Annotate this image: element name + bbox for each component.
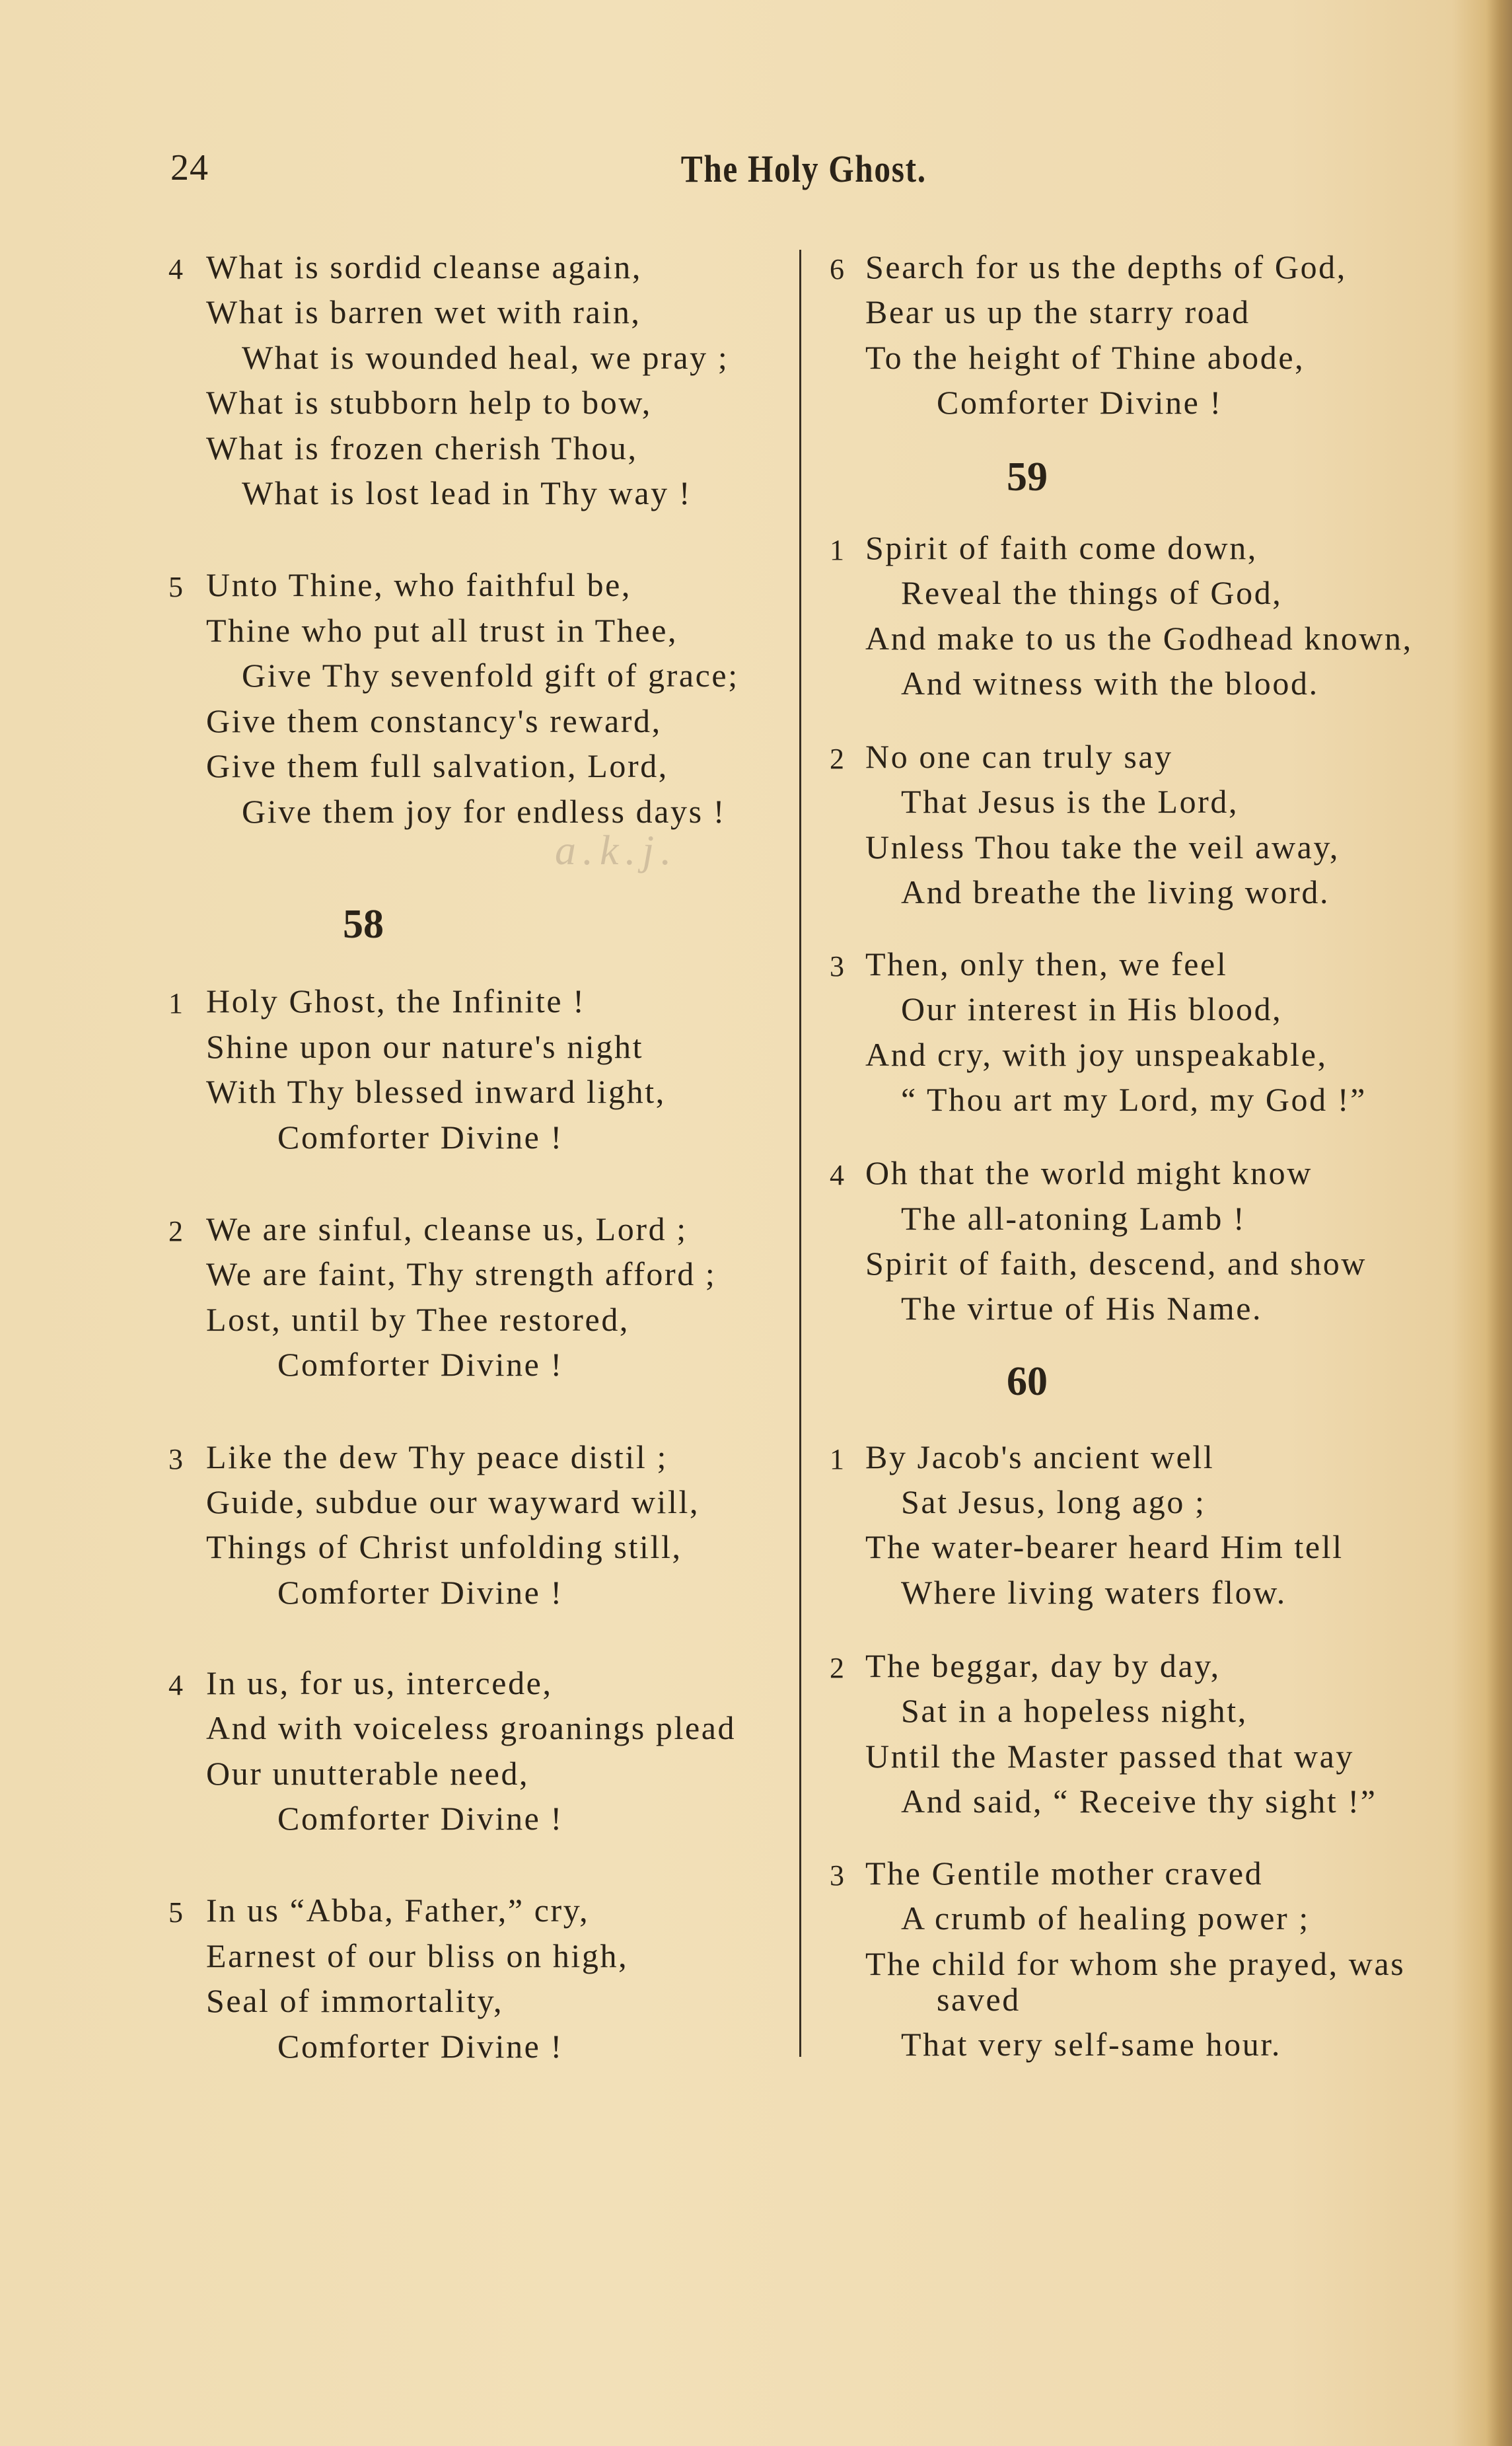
verse-line: Our unutterable need, [206, 1754, 530, 1792]
verse-line: Shine upon our nature's night [206, 1027, 644, 1065]
verse-line: And cry, with joy unspeakable, [865, 1035, 1328, 1073]
verse-line: Give them full salvation, Lord, [206, 747, 668, 785]
verse-line: Until the Master passed that way [865, 1737, 1354, 1775]
verse-line: The Gentile mother craved [865, 1854, 1264, 1892]
verse-line: With Thy blessed inward light, [206, 1073, 666, 1111]
verse-line: In us, for us, intercede, [206, 1664, 553, 1701]
verse-line: Spirit of faith, descend, and show [865, 1244, 1367, 1282]
verse-line: What is wounded heal, we pray ; [242, 338, 729, 376]
verse-line: Holy Ghost, the Infinite ! [206, 982, 586, 1020]
hymn-number: 60 [1007, 1358, 1048, 1404]
verse-line: We are sinful, cleanse us, Lord ; [206, 1210, 688, 1248]
verse-line: Lost, until by Thee restored, [206, 1300, 630, 1338]
verse-line: Guide, subdue our wayward will, [206, 1483, 700, 1521]
verse-number: 5 [168, 1896, 185, 1929]
verse-line: Comforter Divine ! [277, 1800, 563, 1837]
verse-line: What is stubborn help to bow, [206, 384, 652, 422]
page-number: 24 [170, 147, 209, 188]
verse-line: No one can truly say [865, 737, 1173, 775]
verse-line: Sat Jesus, long ago ; [901, 1483, 1206, 1521]
verse-line: We are faint, Thy strength afford ; [206, 1255, 717, 1293]
verse-line: To the height of Thine abode, [865, 338, 1305, 376]
verse-line: And witness with the blood. [901, 665, 1319, 702]
verse-line: Search for us the depths of God, [865, 248, 1347, 285]
verse-number: 1 [830, 533, 846, 566]
verse-line: And said, “ Receive thy sight !” [901, 1783, 1377, 1820]
verse-number: 6 [830, 252, 846, 285]
verse-line: What is frozen cherish Thou, [206, 429, 638, 466]
verse-line: Thine who put all trust in Thee, [206, 611, 678, 649]
verse-line: The beggar, day by day, [865, 1647, 1221, 1684]
verse-number: 2 [168, 1215, 185, 1248]
verse-line: Reveal the things of God, [901, 574, 1283, 612]
hymn-number: 58 [343, 902, 384, 947]
verse-number: 1 [830, 1442, 846, 1475]
hymn-number: 59 [1007, 455, 1048, 500]
verse-line: In us “Abba, Father,” cry, [206, 1892, 590, 1929]
verse-line: What is lost lead in Thy way ! [242, 474, 692, 512]
verse-line: Comforter Divine ! [937, 384, 1223, 422]
verse-number: 3 [830, 949, 846, 982]
running-title: The Holy Ghost. [680, 147, 927, 190]
verse-line: That very self-same hour. [901, 2026, 1281, 2063]
verse-number: 2 [830, 742, 846, 775]
verse-line: What is sordid cleanse again, [206, 248, 642, 285]
verse-line: Like the dew Thy peace distil ; [206, 1438, 668, 1475]
verse-line: The water-bearer heard Him tell [865, 1528, 1344, 1566]
verse-number: 3 [168, 1442, 185, 1475]
verse-line: Seal of immortality, [206, 1982, 504, 2020]
verse-number: 4 [168, 252, 185, 285]
verse-line: Give them joy for endless days ! [242, 792, 727, 830]
verse-line: The all-atoning Lamb ! [901, 1199, 1246, 1237]
verse-line: By Jacob's ancient well [865, 1438, 1215, 1475]
verse-number: 3 [830, 1859, 846, 1892]
verse-line: Spirit of faith come down, [865, 529, 1258, 566]
verse-line: Comforter Divine ! [277, 2027, 563, 2065]
verse-line: Comforter Divine ! [277, 1573, 563, 1611]
verse-line: And make to us the Godhead known, [865, 619, 1413, 657]
column-divider [799, 250, 801, 2057]
verse-line: “ Thou art my Lord, my God !” [901, 1081, 1367, 1119]
verse-line: Bear us up the starry road [865, 293, 1250, 331]
verse-line: Where living waters flow. [901, 1573, 1287, 1611]
verse-line: Things of Christ unfolding still, [206, 1528, 682, 1566]
verse-line: Then, only then, we feel [865, 945, 1228, 982]
verse-line: Sat in a hopeless night, [901, 1692, 1248, 1730]
verse-line: The child for whom she prayed, was [865, 1945, 1406, 1982]
verse-line: What is barren wet with rain, [206, 293, 641, 331]
verse-line: Unto Thine, who faithful be, [206, 566, 631, 604]
verse-number: 1 [168, 987, 185, 1020]
verse-line: Earnest of our bliss on high, [206, 1937, 629, 1974]
pencil-annotation: a.k.j. [555, 827, 678, 873]
verse-line: Give them constancy's reward, [206, 702, 662, 739]
verse-number: 4 [830, 1159, 846, 1192]
verse-line: Give Thy sevenfold gift of grace; [242, 657, 739, 694]
verse-line: Oh that the world might know [865, 1154, 1313, 1192]
verse-line: saved [937, 1980, 1021, 2018]
verse-line: Unless Thou take the veil away, [865, 828, 1340, 866]
verse-line: Our interest in His blood, [901, 990, 1283, 1028]
verse-line: And breathe the living word. [901, 873, 1330, 911]
verse-number: 5 [168, 571, 185, 604]
verse-line: Comforter Divine ! [277, 1118, 563, 1156]
verse-line: That Jesus is the Lord, [901, 783, 1239, 821]
verse-number: 2 [830, 1651, 846, 1684]
verse-line: Comforter Divine ! [277, 1346, 563, 1384]
verse-line: The virtue of His Name. [901, 1290, 1263, 1327]
verse-number: 4 [168, 1668, 185, 1701]
verse-line: A crumb of healing power ; [901, 1900, 1310, 1937]
verse-line: And with voiceless groanings plead [206, 1709, 737, 1747]
